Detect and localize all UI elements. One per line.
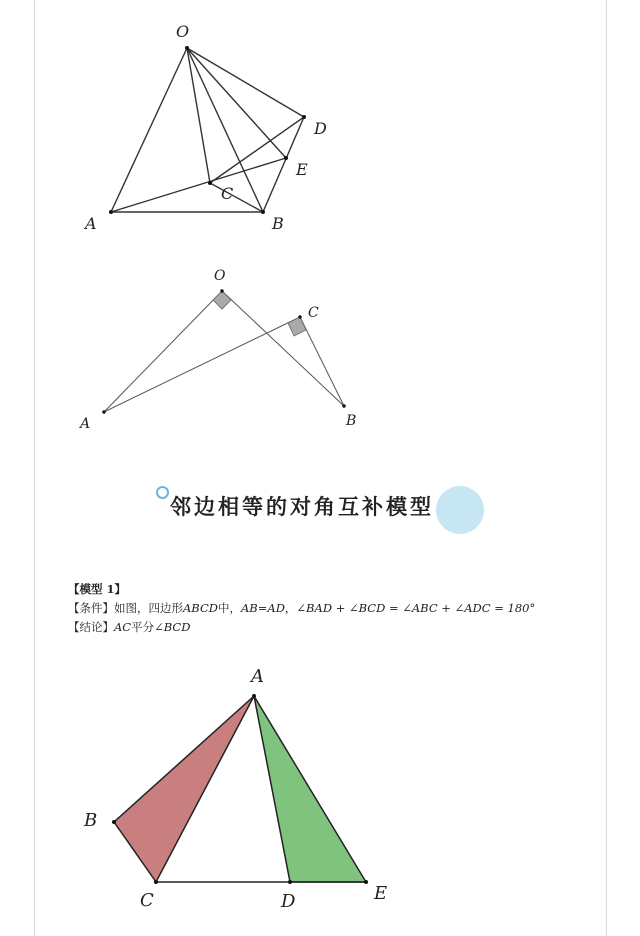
conclusion-text: 平分 (131, 620, 155, 634)
figure-1-diagram (0, 0, 640, 250)
fig2-label-b: B (346, 413, 357, 429)
fig2-label-c: C (308, 305, 319, 321)
model-conclusion (68, 618, 535, 637)
condition-text: 如图，四边形 (114, 601, 183, 615)
fig1-label-b: B (272, 214, 284, 233)
condition-tag: 【条件】 (68, 601, 114, 615)
fig1-label-e: E (296, 160, 308, 179)
fig2-label-a: A (80, 416, 91, 432)
condition-quad: ABCD (183, 601, 218, 615)
condition-eq2: ∠BAD + ∠BCD = ∠ABC + ∠ADC = 180° (296, 601, 536, 615)
fig3-label-b: B (84, 810, 98, 831)
condition-sep: ， (284, 601, 297, 615)
model-condition (68, 599, 535, 618)
fig3-label-a: A (251, 666, 264, 687)
green-triangle (254, 696, 366, 882)
fig3-label-d: D (281, 891, 296, 912)
condition-eq1: AB=AD (241, 601, 285, 615)
fig1-label-d: D (314, 119, 327, 138)
section-heading (150, 482, 490, 532)
red-triangle (114, 696, 254, 882)
fig1-label-a: A (85, 214, 97, 233)
heading-decoration-dot (156, 486, 169, 499)
conclusion-ac: AC (114, 620, 132, 634)
model-description (68, 580, 535, 637)
figure-2-diagram (0, 255, 640, 445)
model-title: 【模型 1】 (68, 582, 127, 596)
fig1-label-o: O (176, 22, 190, 41)
fig3-label-e: E (374, 883, 388, 904)
fig3-label-c: C (140, 890, 154, 911)
condition-mid: 中， (218, 601, 241, 615)
conclusion-tag: 【结论】 (68, 620, 114, 634)
fig1-label-c: C (221, 184, 234, 203)
figure-3-diagram (0, 660, 640, 936)
heading-title: 邻边相等的对角互补模型 (170, 495, 434, 519)
fig2-label-o: O (214, 268, 226, 284)
conclusion-angle: ∠BCD (154, 620, 191, 634)
heading-decoration-circle (436, 486, 484, 534)
